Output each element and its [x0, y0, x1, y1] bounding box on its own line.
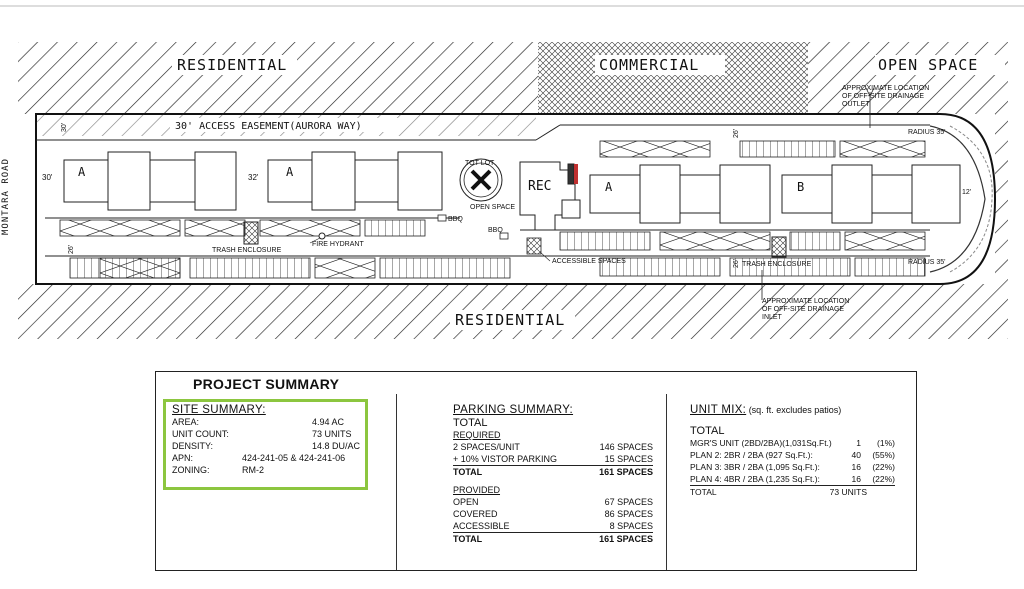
- unit-mix-pct: (22%): [872, 462, 895, 472]
- unit-mix-count: 1: [856, 438, 861, 448]
- parking-row-value: 15 SPACES: [604, 454, 653, 464]
- unit-mix-label: MGR'S UNIT (2BD/2BA)(1,031Sq.Ft.): [690, 438, 832, 448]
- unit-mix-row: [690, 449, 895, 461]
- unit-mix-label: PLAN 3: 3BR / 2BA (1,095 Sq.Ft.):: [690, 462, 820, 472]
- unit-mix-heading: UNIT MIX:: [690, 404, 747, 416]
- parking-required-total: [453, 466, 653, 478]
- parking-row-value: 86 SPACES: [604, 509, 653, 519]
- parking-total-heading: TOTAL: [453, 417, 488, 429]
- site-summary: [172, 404, 372, 476]
- building-cluster-2: [268, 152, 442, 210]
- unit-label-a-3: A: [605, 180, 613, 194]
- unit-mix-count: 16: [851, 474, 861, 484]
- parking-provided-total: [453, 533, 653, 545]
- site-row-label: AREA:: [172, 417, 200, 427]
- parking-provided-row: [453, 508, 653, 520]
- site-row-label: ZONING:: [172, 465, 210, 475]
- unit-label-a-2: A: [286, 165, 294, 179]
- trash-enclosure-label-2: TRASH ENCLOSURE: [742, 261, 812, 268]
- unit-mix-count: 16: [851, 462, 861, 472]
- dim-32: 32': [248, 173, 259, 182]
- rec-label: REC: [528, 179, 552, 194]
- parking-required-row: [453, 453, 653, 466]
- unit-mix-label: PLAN 4: 4BR / 2BA (1,235 Sq.Ft.):: [690, 474, 820, 484]
- unit-mix-row: [690, 473, 895, 486]
- site-row-label: UNIT COUNT:: [172, 429, 229, 439]
- zone-label-commercial: COMMERCIAL: [599, 56, 700, 74]
- unit-mix-row: [690, 461, 895, 473]
- parking-row-label: TOTAL: [453, 467, 483, 477]
- parking-row-label: OPEN: [453, 497, 479, 507]
- site-row-zoning: [172, 464, 372, 476]
- open-space-label: OPEN SPACE: [470, 204, 515, 211]
- site-row-value: 4.94 AC: [312, 417, 345, 427]
- bbq-label-2: BBQ: [488, 227, 503, 234]
- residential-zone-top: [18, 42, 538, 114]
- unit-mix-pct: (1%): [877, 438, 895, 448]
- site-row-value: 14.8 DU/AC: [312, 441, 361, 451]
- zone-label-residential-bottom: RESIDENTIAL: [455, 311, 566, 329]
- site-row-value: RM-2: [242, 465, 264, 475]
- unit-mix-label: TOTAL: [690, 487, 717, 497]
- zone-label-residential-top: RESIDENTIAL: [177, 56, 288, 74]
- parking-row-value: 146 SPACES: [599, 442, 653, 452]
- dim-12: 12': [962, 189, 972, 196]
- parking-row-label: TOTAL: [453, 534, 483, 544]
- unit-mix-count: 73 UNITS: [829, 487, 867, 497]
- parking-row-label: + 10% VISTOR PARKING: [453, 454, 557, 464]
- site-row-unit-count: [172, 428, 372, 440]
- unit-mix-row: [690, 437, 895, 449]
- dim-30-top: 30': [61, 122, 68, 132]
- summary-title: PROJECT SUMMARY: [193, 376, 340, 392]
- site-row-label: DENSITY:: [172, 441, 214, 451]
- radius-label-bottom: RADIUS 35': [908, 259, 946, 266]
- commercial-zone: [538, 42, 808, 114]
- site-row-apn: [172, 452, 372, 464]
- parking-row-value: 161 SPACES: [599, 467, 653, 477]
- drain-outlet-line-3: OUTLET: [842, 101, 870, 108]
- parking-provided-row: [453, 520, 653, 533]
- site-row-value: 424-241-05 & 424-241-06: [242, 453, 346, 463]
- radius-label-top: RADIUS 35': [908, 129, 946, 136]
- open-space-zone-right: [995, 114, 1008, 284]
- road-label: MONTARA ROAD: [1, 157, 11, 235]
- easement-label: 30' ACCESS EASEMENT(AURORA WAY): [175, 121, 362, 132]
- parking-summary: [453, 404, 653, 545]
- unit-mix-summary: [690, 404, 895, 498]
- project-summary-table: [155, 371, 917, 571]
- dim-26-mid-top: 26': [733, 128, 740, 138]
- bbq-label-1: BBQ: [448, 216, 463, 223]
- site-row-density: [172, 440, 372, 452]
- unit-label-a-1: A: [78, 165, 86, 179]
- fire-hydrant-label: FIRE HYDRANT: [312, 241, 364, 248]
- parking-row-value: 67 SPACES: [604, 497, 653, 507]
- accessible-spaces-label: ACCESSIBLE SPACES: [552, 258, 626, 265]
- drain-outlet-line-1: APPROXIMATE LOCATION: [842, 85, 930, 92]
- parking-row-value: 161 SPACES: [599, 534, 653, 544]
- parking-row-label: COVERED: [453, 509, 498, 519]
- drain-inlet-line-2: OF OFF-SITE DRAINAGE: [762, 306, 845, 313]
- building-cluster-1: [64, 152, 236, 210]
- unit-mix-note: (sq. ft. excludes patios): [748, 405, 842, 415]
- drain-inlet-line-1: APPROXIMATE LOCATION: [762, 298, 850, 305]
- tot-lot-label: TOT LOT: [465, 160, 495, 167]
- parking-provided-row: [453, 496, 653, 508]
- site-summary-heading: SITE SUMMARY:: [172, 404, 266, 416]
- drain-inlet-line-3: INLET: [762, 314, 782, 321]
- dim-26-left: 26': [68, 244, 75, 254]
- drain-outlet-line-2: OF OFF-SITE DRAINAGE: [842, 93, 925, 100]
- open-space-zone: [808, 42, 1008, 114]
- unit-mix-pct: (22%): [872, 474, 895, 484]
- parking-row-label: 2 SPACES/UNIT: [453, 442, 520, 452]
- trash-enclosure-label-1: TRASH ENCLOSURE: [212, 247, 282, 254]
- zone-label-open-space: OPEN SPACE: [878, 56, 979, 74]
- unit-mix-total: [690, 486, 895, 498]
- unit-label-b: B: [797, 180, 805, 194]
- dim-30-left: 30': [42, 173, 53, 182]
- dim-26-mid-bot: 26': [733, 258, 740, 268]
- unit-mix-pct: (55%): [872, 450, 895, 460]
- parking-summary-heading: PARKING SUMMARY:: [453, 404, 574, 416]
- site-row-value: 73 UNITS: [312, 429, 352, 439]
- parking-row-value: 8 SPACES: [609, 521, 653, 531]
- unit-mix-total-heading: TOTAL: [690, 425, 725, 437]
- unit-mix-label: PLAN 2: 2BR / 2BA (927 Sq.Ft.):: [690, 450, 813, 460]
- site-row-area: [172, 416, 372, 428]
- parking-required-row: [453, 441, 653, 453]
- parking-row-label: ACCESSIBLE: [453, 521, 510, 531]
- site-row-label: APN:: [172, 453, 194, 463]
- parking-provided-label: PROVIDED: [453, 485, 501, 495]
- parking-required-label: REQUIRED: [453, 430, 501, 440]
- unit-mix-count: 40: [851, 450, 861, 460]
